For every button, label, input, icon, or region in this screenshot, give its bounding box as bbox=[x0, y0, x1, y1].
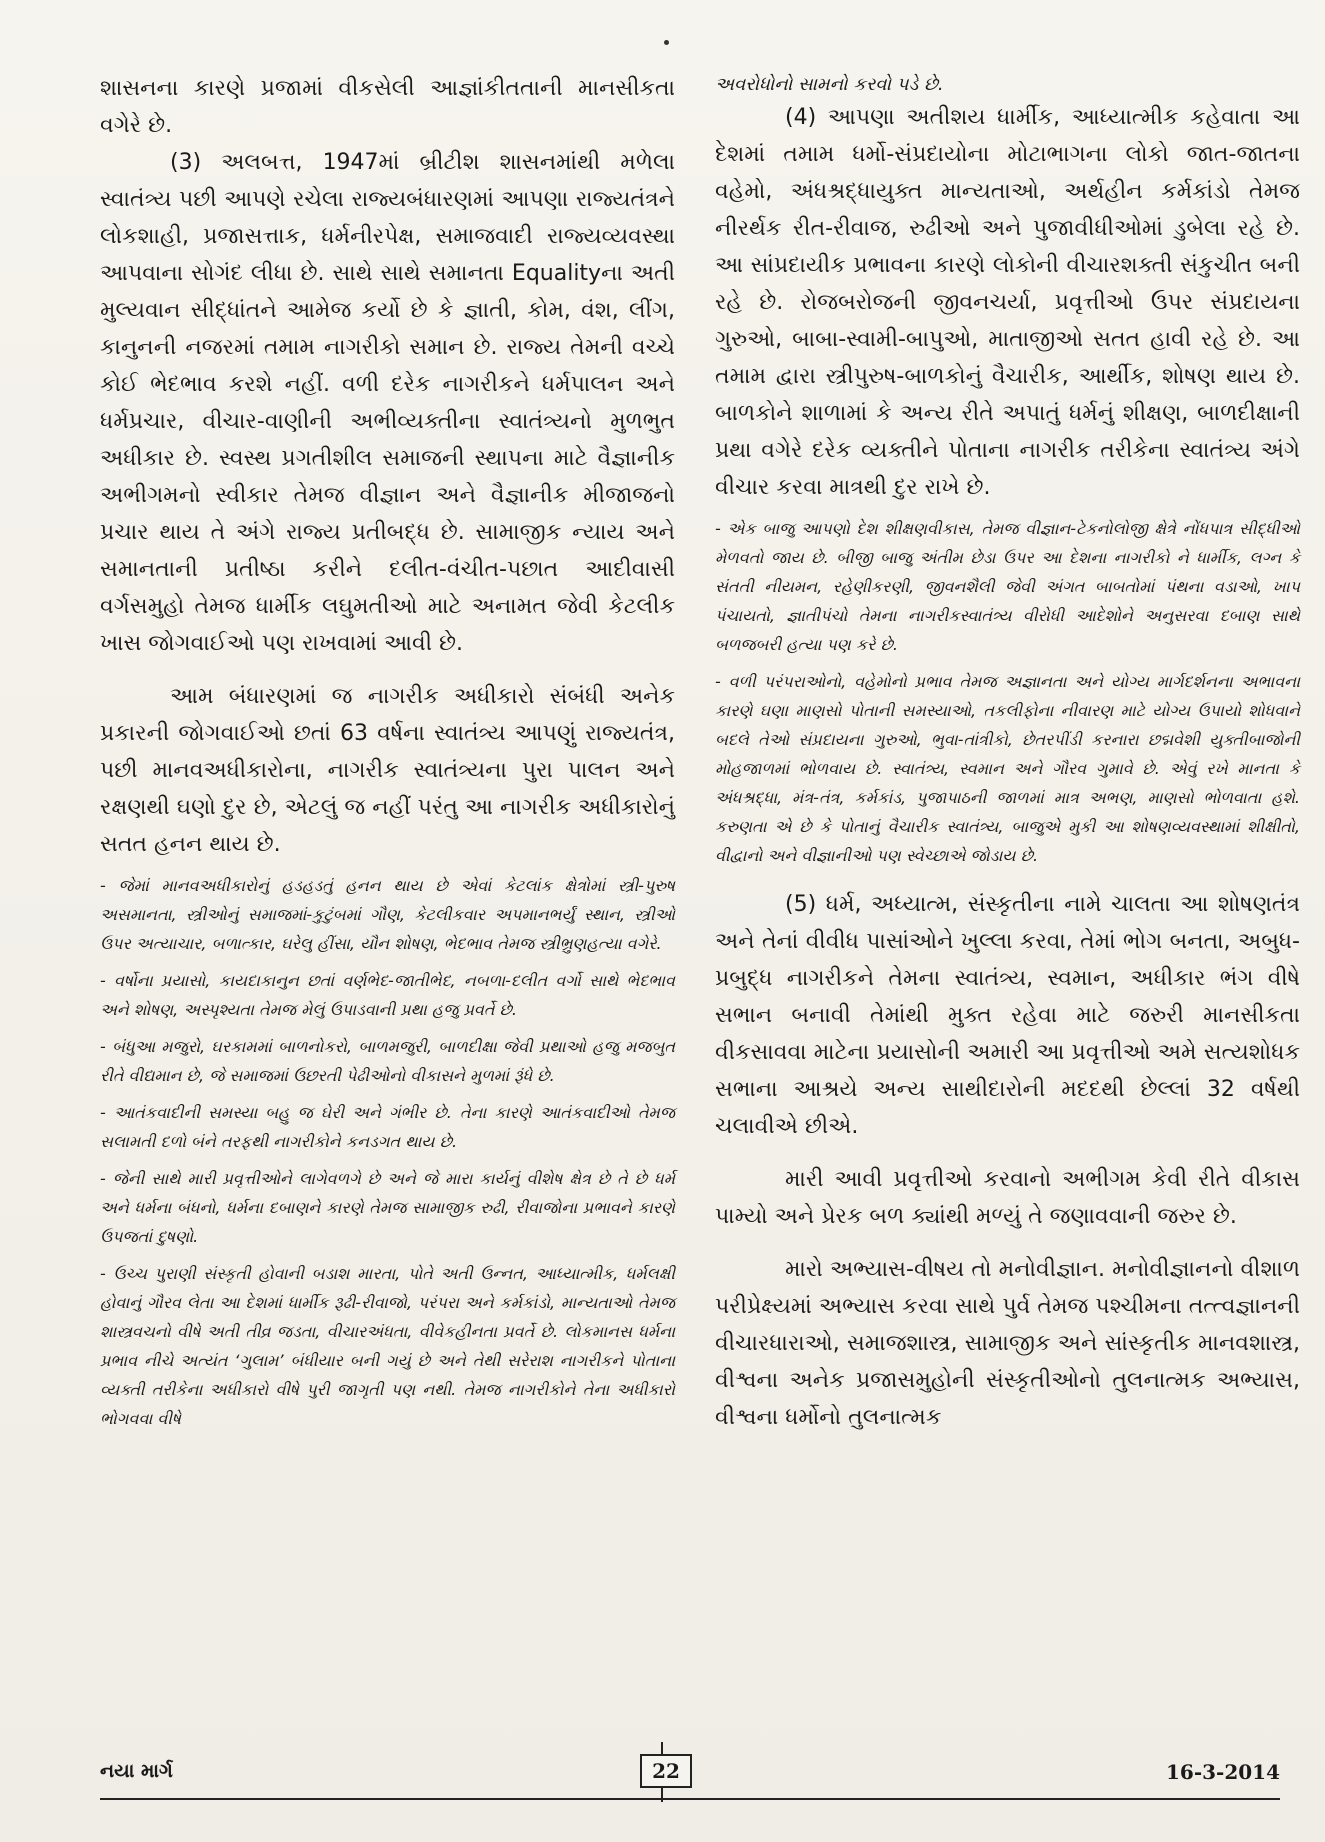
left-column bbox=[100, 70, 675, 1433]
bullet-6: - ઉચ્ચ પુરાણી સંસ્કૃતી હોવાની બડાશ મારતા, પોતે અતી ઉન્નત, આધ્યાત્મીક, ધર્મલક્ષી હોવાનું ગૌરવ લેતા આ દેશમાં ધાર્મીક રૂઢી-રીવાજો, પરંપરા અને કર્મકાંડો, માન્યતાઓ તેમજ શાસ્ત્રવચનો વીષે અતી તીવ્ર જડતા, વીચારઅંધતા, વીવેકહીનતા પ્રવર્તે છે. લોકમાનસ ધર્મના પ્રભાવ નીચે અત્યંત ‘ગુલામ’ બંધીયાર બની ગયું છે અને તેથી સરેરાશ નાગરીકને પોતાના વ્યક્તી તરીકેના અધીકારો વીષે પુરી જાગૃતી પણ નથી. તેમજ નાગરીકોને તેના અધીકારો ભોગવવા વીષે bbox=[100, 1264, 675, 1428]
paragraph-3: (3) અલબત્ત, 1947માં બ્રીટીશ શાસનમાંથી મળેલા સ્વાતંત્ર્ય પછી આપણે રચેલા રાજ્યબંધારણમાં આપણા રાજ્યતંત્રને લોકશાહી, પ્રજાસત્તાક, ધર્મનીરપેક્ષ, સમાજવાદી રાજ્યવ્યવસ્થા આપવાના સોગંદ લીધા છે. સાથે સાથે સમાનતા Equalityના અતી મુલ્યવાન સીદ્ધાંતને આમેજ કર્યો છે કે જ્ઞાતી, કોમ, વંશ, લીંગ, કાનુનની નજરમાં તમામ નાગરીકો સમાન છે. રાજ્ય તેમની વચ્ચે કોઈ ભેદભાવ કરશે નહીં. વળી દરેક નાગરીકને ધર્મપાલન અને ધર્મપ્રચાર, વીચાર-વાણીની અભીવ્યક્તીના સ્વાતંત્ર્યનો મુળભુત અધીકાર છે. સ્વસ્થ પ્રગતીશીલ સમાજની સ્થાપના માટે વૈજ્ઞાનીક અભીગમનો સ્વીકાર તેમજ વીજ્ઞાન અને વૈજ્ઞાનીક મીજાજનો પ્રચાર થાય તે અંગે રાજ્ય પ્રતીબદ્ધ છે. સામાજીક ન્યાય અને સમાનતાની પ્રતીષ્ઠા કરીને દલીત-વંચીત-પછાત આદીવાસી વર્ગસમુહો તેમજ ધાર્મીક લઘુમતીઓ માટે અનામત જેવી કેટલીક ખાસ જોગવાઈઓ પણ રાખવામાં આવી છે. bbox=[100, 150, 675, 656]
top-dot bbox=[664, 40, 669, 45]
footer-rule bbox=[100, 1798, 1280, 1800]
paragraph-5: (5) ધર્મ, અધ્યાત્મ, સંસ્કૃતીના નામે ચાલતા આ શોષણતંત્ર અને તેનાં વીવીધ પાસાંઓને ખુલ્લા કરવા, તેમાં ભોગ બનતા, અબુધ-પ્રબુદ્ધ નાગરીકને તેમના સ્વાતંત્ર્ય, સ્વમાન, અધીકાર ભંગ વીષે સભાન બનાવી તેમાંથી મુક્ત રહેવા માટે જરુરી માનસીકતા વીકસાવવા માટેના પ્રયાસોની અમારી આ પ્રવૃત્તીઓ અમે સત્યશોધક સભાના આશ્રયે અન્ય સાથીદારોની મદદથી છેલ્લાં 32 વર્ષથી ચલાવીએ છીએ. bbox=[715, 892, 1300, 1139]
paragraph-4: (4) આપણા અતીશય ધાર્મીક, આધ્યાત્મીક કહેવાતા આ દેશમાં તમામ ધર્મો-સંપ્રદાયોના મોટાભાગના લોકો જાત-જાતના વહેમો, અંધશ્રદ્ધાયુક્ત માન્યતાઓ, અર્થહીન કર્મકાંડો તેમજ નીરર્થક રીત-રીવાજ, રુઢીઓ અને પુજાવીધીઓમાં ડુબેલા રહે છે. આ સાંપ્રદાયીક પ્રભાવના કારણે લોકોની વીચારશક્તી સંકુચીત બની રહે છે. રોજબરોજની જીવનચર્યા, પ્રવૃત્તીઓ ઉપર સંપ્રદાયના ગુરુઓ, બાબા-સ્વામી-બાપુઓ, માતાજીઓ સતત હાવી રહે છે. આ તમામ દ્વારા સ્ત્રીપુરુષ-બાળકોનું વૈચારીક, આર્થીક, શોષણ થાય છે. બાળકોને શાળામાં કે અન્ય રીતે અપાતું ધર્મનું શીક્ષણ, બાળદીક્ષાની પ્રથા વગેરે દરેક વ્યક્તીને પોતાના નાગરીક તરીકેના સ્વાતંત્ર્ય અંગે વીચાર કરવા માત્રથી દુર રાખે છે. bbox=[715, 105, 1300, 500]
bullet-4: - આતંકવાદીની સમસ્યા બહુ જ ઘેરી અને ગંભીર છે. તેના કારણે આતંકવાદીઓ તેમજ સલામતી દળો બંને તરફથી નાગરીકોને કનડગત થાય છે. bbox=[100, 1103, 675, 1151]
issue-date: 16-3-2014 bbox=[1165, 1760, 1280, 1784]
bullet-1: - જેમાં માનવઅધીકારોનું હડહડતું હનન થાય છે એવાં કેટલાંક ક્ષેત્રોમાં સ્ત્રી-પુરુષ અસમાનતા, સ્ત્રીઓનું સમાજમાં-કુટુંબમાં ગૌણ, કેટલીકવાર અપમાનભર્યું સ્થાન, સ્ત્રીઓ ઉપર અત્યાચાર, બળાત્કાર, ઘરેલુ હીંસા, યૌન શોષણ, ભેદભાવ તેમજ સ્ત્રીભ્રુણહત્યા વગેરે. bbox=[100, 876, 675, 953]
paragraph-7: મારો અભ્યાસ-વીષય તો મનોવીજ્ઞાન. મનોવીજ્ઞાનનો વીશાળ પરીપ્રેક્ષ્યમાં અભ્યાસ કરવા સાથે પુર્વ તેમજ પશ્ચીમના તત્ત્વજ્ઞાનની વીચારધારાઓ, સમાજશાસ્ત્ર, સામાજીક અને સાંસ્કૃતીક માનવશાસ્ત્ર, વીશ્વના અનેક પ્રજાસમુહોની સંસ્કૃતીઓનો તુલનાત્મક અભ્યાસ, વીશ્વના ધર્મોનો તુલનાત્મક bbox=[715, 1257, 1300, 1430]
publication-name: નયા માર્ગ bbox=[100, 1760, 173, 1782]
right-bullet-1: - એક બાજુ આપણો દેશ શીક્ષણવીકાસ, તેમજ વીજ્ઞાન-ટેકનોલોજી ક્ષેત્રે નોંધપાત્ર સીદ્ધીઓ મેળવતો જાય છે. બીજી બાજુ અંતીમ છેડા ઉપર આ દેશના નાગરીકો ને ધાર્મીક, લગ્ન કે સંતતી નીયમન, રહેણીકરણી, જીવનશૈલી જેવી અંગત બાબતોમાં પંથના વડાઓ, ખાપ પંચાયતો, જ્ઞાતીપંચો તેમના નાગરીકસ્વાતંત્ર્ય વીરોધી આદેશોને અનુસરવા દબાણ સાથે બળજબરી હત્યા પણ કરે છે. bbox=[715, 519, 1300, 654]
intro-paragraph: શાસનના કારણે પ્રજામાં વીકસેલી આજ્ઞાંકીતતાની માનસીકતા વગેરે છે. bbox=[100, 76, 675, 138]
page-number: 22 bbox=[640, 1754, 692, 1788]
bullet-2: - વર્ષોના પ્રયાસો, કાયદાકાનુન છતાં વર્ણભેદ-જાતીભેદ, નબળા-દલીત વર્ગો સાથે ભેદભાવ અને શોષણ, અસ્પૃશ્યતા તેમજ મેલું ઉપાડવાની પ્રથા હજુ પ્રવર્તે છે. bbox=[100, 971, 675, 1019]
bullet-3: - બંધુઆ મજુરો, ઘરકામમાં બાળનોકરો, બાળમજુરી, બાળદીક્ષા જેવી પ્રથાઓ હજુ મજબુત રીતે વીદ્યમાન છે, જે સમાજમાં ઉછરતી પેઢીઓનો વીકાસને મુળમાં રૂંધે છે. bbox=[100, 1037, 675, 1085]
right-bullet-2: - વળી પરંપરાઓનો, વહેમોનો પ્રભાવ તેમજ અજ્ઞાનતા અને યોગ્ય માર્ગદર્શનના અભાવના કારણે ઘણા માણસો પોતાની સમસ્યાઓ, તકલીફોના નીવારણ માટે યોગ્ય ઉપાયો શોધવાને બદલે તેઓ સંપ્રદાયના ગુરુઓ, ભુવા-તાંત્રીકો, છેતરપીંડી કરનારા છદ્મવેશી યુક્તીબાજોની મોહજાળમાં ભોળવાય છે. સ્વાતંત્ર્ય, સ્વમાન અને ગૌરવ ગુમાવે છે. એવું રખે માનતા કે અંધશ્રદ્ધા, મંત્ર-તંત્ર, કર્મકાંડ, પુજાપાઠની જાળમાં માત્ર અભણ, માણસો ભોળવાતા હશે. કરુણતા એ છે કે પોતાનું વૈચારીક સ્વાતંત્ર્ય, બાજુએ મુકી આ શોષણવ્યવસ્થામાં શીક્ષીતો, વીદ્વાનો અને વીજ્ઞાનીઓ પણ સ્વેચ્છાએ જોડાય છે. bbox=[715, 672, 1300, 865]
paragraph-aam: આમ બંધારણમાં જ નાગરીક અધીકારો સંબંધી અનેક પ્રકારની જોગવાઈઓ છતાં 63 વર્ષના સ્વાતંત્ર્ય આપણું રાજ્યતંત્ર, પછી માનવઅધીકારોના, નાગરીક સ્વાતંત્ર્યના પુરા પાલન અને રક્ષણથી ઘણો દુર છે, એટલું જ નહીં પરંતુ આ નાગરીક અધીકારોનું સતત હનન થાય છે. bbox=[100, 684, 675, 857]
paragraph-6: મારી આવી પ્રવૃત્તીઓ કરવાનો અભીગમ કેવી રીતે વીકાસ પામ્યો અને પ્રેરક બળ ક્યાંથી મળ્યું તે જણાવવાની જરુર છે. bbox=[715, 1167, 1300, 1229]
right-top-line: અવરોધોનો સામનો કરવો પડે છે. bbox=[715, 74, 944, 95]
bullet-5: - જેની સાથે મારી પ્રવૃત્તીઓને લાગેવળગે છે અને જે મારા કાર્યનું વીશેષ ક્ષેત્ર છે તે છે ધર્મ અને ધર્મના બંધનો, ધર્મના દબાણને કારણે તેમજ સામાજીક રુઢી, રીવાજોના પ્રભાવને કારણે ઉપજતાં દુષણો. bbox=[100, 1169, 675, 1246]
right-column bbox=[715, 70, 1300, 1436]
